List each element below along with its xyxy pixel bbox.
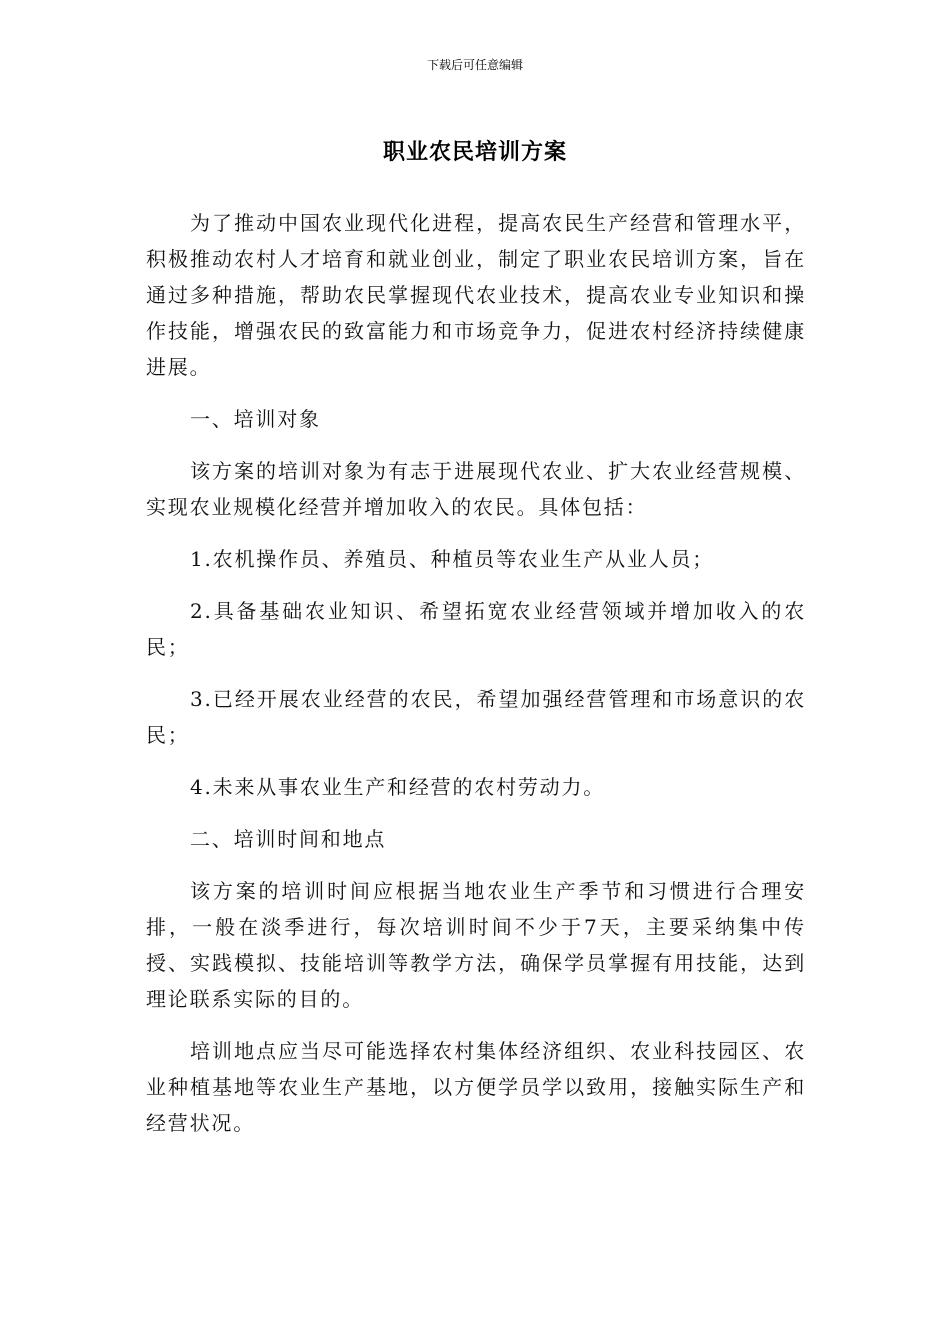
document-body (146, 205, 806, 1157)
list-item-2: 2.具备基础农业知识、希望拓宽农业经营领域并增加收入的农民； (146, 599, 806, 659)
section-heading-training-target: 一、培训对象 (190, 407, 321, 431)
list-item-1: 1.农机操作员、养殖员、种植员等农业生产从业人员； (190, 547, 715, 571)
list-item-4: 4.未来从事农业生产和经营的农村劳动力。 (190, 775, 606, 799)
paragraph-target-description: 该方案的培训对象为有志于进展现代农业、扩大农业经营规模、实现农业规模化经营并增加收入的农民。具体包括： (146, 459, 806, 519)
section-heading-time-and-place: 二、培训时间和地点 (190, 827, 387, 851)
paragraph-training-time: 该方案的培训时间应根据当地农业生产季节和习惯进行合理安排，一般在淡季进行，每次培训时间不少于7天，主要采纳集中传授、实践模拟、技能培训等教学方法，确保学员掌握有用技能，达到理论联系实际的目的。 (146, 879, 806, 1011)
paragraph-training-location: 培训地点应当尽可能选择农村集体经济组织、农业科技园区、农业种植基地等农业生产基地，以方便学员学以致用，接触实际生产和经营状况。 (146, 1039, 806, 1135)
header-note: 下载后可任意编辑 (426, 58, 523, 72)
document-title: 职业农民培训方案 (382, 140, 567, 165)
list-item-3: 3.已经开展农业经营的农民，希望加强经营管理和市场意识的农民； (146, 687, 806, 747)
intro-paragraph: 为了推动中国农业现代化进程，提高农民生产经营和管理水平，积极推动农村人才培育和就业创业，制定了职业农民培训方案，旨在通过多种措施，帮助农民掌握现代农业技术，提高农业专业知识和操作技能，增强农民的致富能力和市场竞争力，促进农村经济持续健康进展。 (146, 211, 806, 379)
